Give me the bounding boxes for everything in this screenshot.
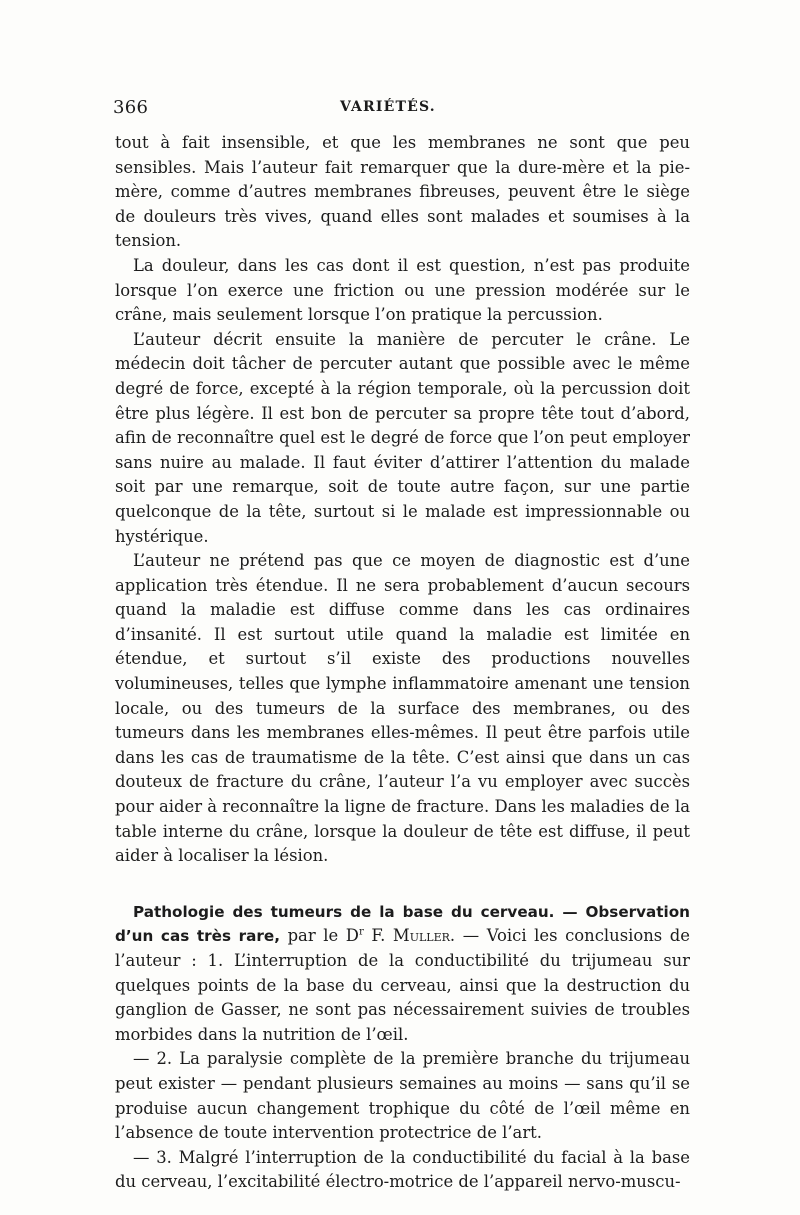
- paragraph-percussion-pain: La douleur, dans les cas dont il est question, n’est pas produite lorsque l’on exerce une friction ou une pression modérée sur le crâne, mais seulement lorsque l’on pratique la percussion.: [115, 255, 690, 325]
- page-number: 366: [113, 97, 149, 118]
- paragraph-percussion-method: L’auteur décrit ensuite la manière de percuter le crâne. Le médecin doit tâcher de percuter autant que possible avec le même degré de force, excepté à la région temporale, où la percussion doit être plus légère. Il est bon de percuter sa propre tête tout d’abord, afin de reconnaître quel est le degré de force que l’on peut employer sans nuire au malade. Il faut éviter d’attirer l’attention du malade soit par une remarque, soit de toute autre façon, sur une partie quelconque de la tête, surtout si le malade est impressionnable ou hystérique.: [115, 329, 690, 546]
- section-title: Pathologie des tumeurs de la base du cerveau. — Observation d’un cas très rare,: [115, 902, 690, 946]
- paragraph-continuation: tout à fait insensible, et que les membranes ne sont que peu sensibles. Mais l’auteur fait remarquer que la dure-mère et la pie-mère, comme d’autres membranes fibreuses, peuvent être le siège de douleurs très vives, quand elles sont malades et soumises à la tension.: [115, 133, 690, 251]
- author-name: F. Muller.: [371, 926, 456, 946]
- paragraph-diagnostic-scope: L’auteur ne prétend pas que ce moyen de diagnostic est d’une application très étendue. Il ne sera probablement d’aucun secours quand la maladie est diffuse comme dans les cas ordinaires d’insanité. Il est surtout utile quand la maladie est limitée en étendue, et surtout s’il existe des productions nouvelles volumineuses, telles que lymphe inflammatoire amenant une tension locale, ou des tumeurs de la surface des membranes, ou des tumeurs dans les membranes elles-mêmes. Il peut être parfois utile dans les cas de traumatisme de la tête. C’est ainsi que dans un cas douteux de fracture du crâne, l’auteur l’a vu employer avec succès pour aider à reconnaître la ligne de fracture. Dans les maladies de la table interne du crâne, lorsque la douleur de tête est diffuse, il peut aider à localiser la lésion.: [115, 551, 690, 866]
- conclusion-point-2: — 2. La paralysie complète de la première branche du trijumeau peut exister — pendant plusieurs semaines au moins — sans qu’il se produise aucun changement trophique du côté de l’œil même en l’absence de toute intervention protectrice de l’art.: [115, 1049, 690, 1143]
- author-prefix: par le D: [287, 926, 359, 946]
- section-spacer: [115, 869, 690, 900]
- body-text: [115, 131, 690, 1195]
- page-header: [113, 97, 688, 123]
- section-intro-paragraph: [115, 900, 690, 1048]
- author-title-superscript: r: [358, 926, 364, 938]
- section-intro-text: — Voici les conclusions de l’auteur : 1. L’interruption de la conductibilité du trijumeau sur quelques points de la base du cerveau, ainsi que la destruction du ganglion de Gasser, ne sont pas nécessairement suivies de troubles morbides dans la nutrition de l’œil.: [115, 926, 690, 1044]
- running-head: VARIÉTÉS.: [340, 99, 436, 115]
- conclusion-point-3: — 3. Malgré l’interruption de la conductibilité du facial à la base du cerveau, l’excitabilité électro-motrice de l’appareil nervo-muscu-: [115, 1147, 690, 1192]
